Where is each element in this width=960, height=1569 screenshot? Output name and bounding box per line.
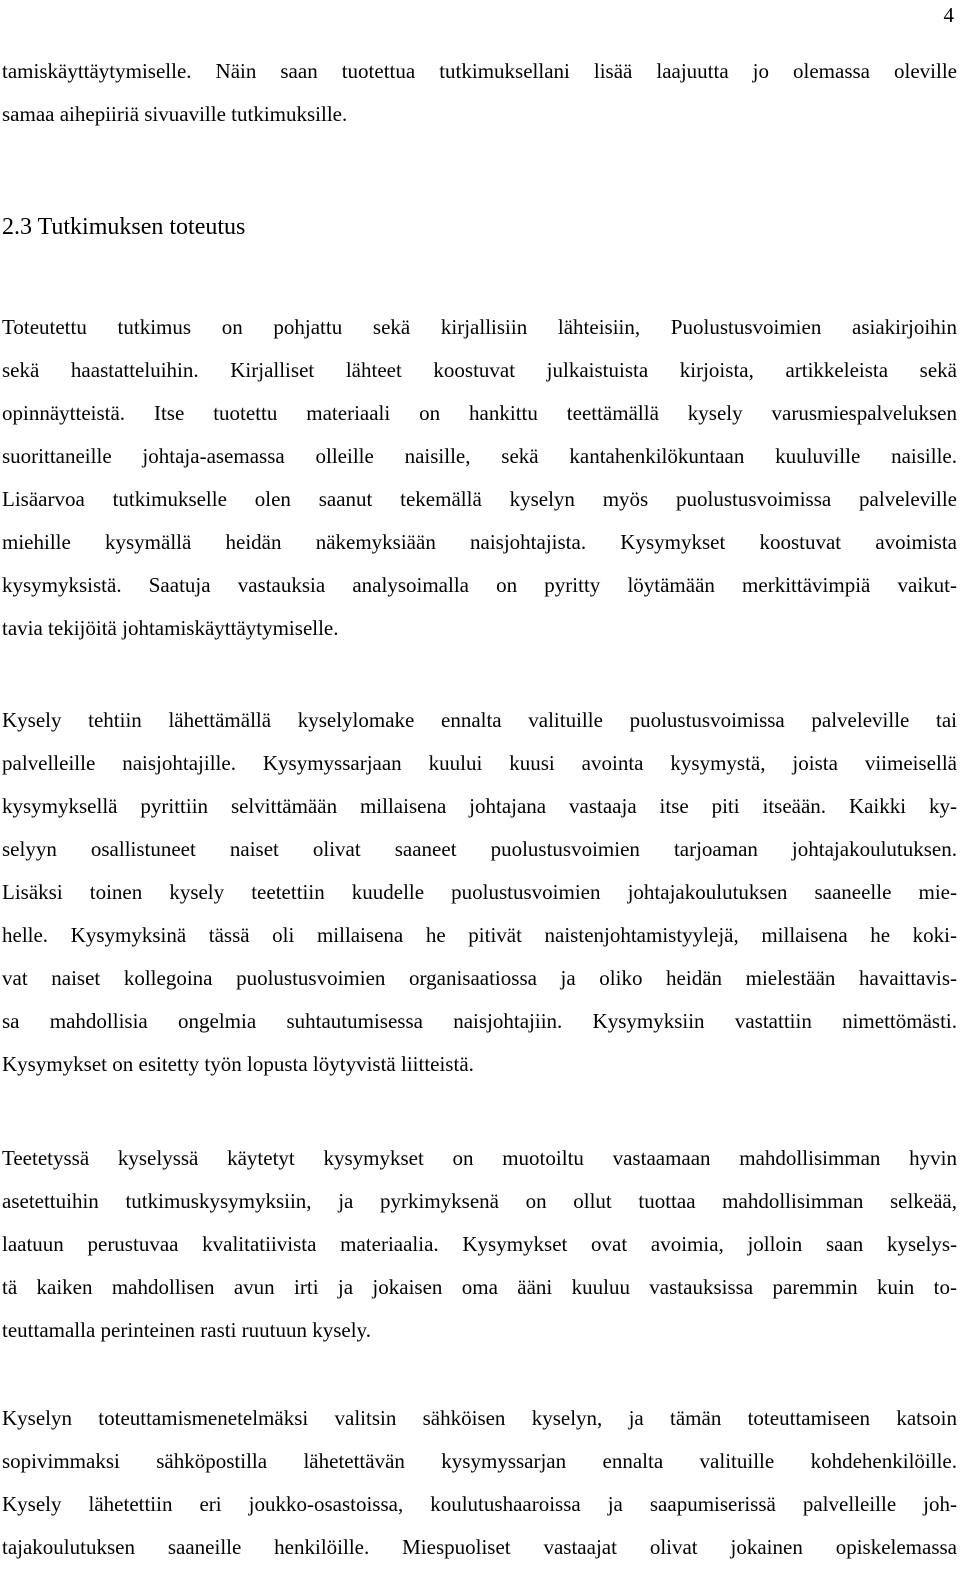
text-line: miehille kysymällä heidän näkemyksiään naisjohtajista. Kysymykset koostuvat avoimista xyxy=(2,530,957,554)
text-line: Toteutettu tutkimus on pohjattu sekä kirjallisiin lähteisiin, Puolustusvoimien asiakirjoihin xyxy=(2,315,957,339)
text-line: palvelleille naisjohtajille. Kysymyssarjaan kuului kuusi avointa kysymystä, joista viimeisellä xyxy=(2,751,957,775)
text-line: samaa aihepiiriä sivuaville tutkimuksille. xyxy=(2,102,348,126)
text-line: teuttamalla perinteinen rasti ruutuun kysely. xyxy=(2,1318,371,1342)
paragraph-intro xyxy=(2,50,957,136)
text-line: Kysely lähetettiin eri joukko-osastoissa, koulutushaaroissa ja saapumiserissä palvelleille joh- xyxy=(2,1492,957,1516)
text-line: asetettuihin tutkimuskysymyksiin, ja pyrkimyksenä on ollut tuottaa mahdollisimman selkeää, xyxy=(2,1189,957,1213)
text-line: helle. Kysymyksinä tässä oli millaisena he pitivät naistenjohtamistyylejä, millaisena he koki- xyxy=(2,923,957,947)
text-line: sopivimmaksi sähköpostilla lähetettävän kysymyssarjan ennalta valituille kohdehenkilöille. xyxy=(2,1449,957,1473)
text-line: tajakoulutuksen saaneille henkilöille. Miespuoliset vastaajat olivat jokainen opiskelemassa xyxy=(2,1535,957,1559)
text-line: laatuun perustuvaa kvalitatiivista materiaalia. Kysymykset ovat avoimia, jolloin saan kyselys- xyxy=(2,1232,957,1256)
text-line: Kysely tehtiin lähettämällä kyselylomake ennalta valituille puolustusvoimissa palveleville tai xyxy=(2,708,957,732)
text-line: tamiskäyttäytymiselle. Näin saan tuotettua tutkimuksellani lisää laajuutta jo olemassa oleville xyxy=(2,59,957,83)
text-line: vat naiset kollegoina puolustusvoimien organisaatiossa ja oliko heidän mielestään havaittavis- xyxy=(2,966,957,990)
text-line: kysymyksistä. Saatuja vastauksia analysoimalla on pyritty löytämään merkittävimpiä vaikut- xyxy=(2,573,957,597)
text-line: Kysymykset on esitetty työn lopusta löytyvistä liitteistä. xyxy=(2,1052,474,1076)
text-line: kysymyksellä pyrittiin selvittämään millaisena johtajana vastaaja itse piti itseään. Kaikki ky- xyxy=(2,794,957,818)
paragraph-survey-design xyxy=(2,1137,957,1352)
text-line: Kyselyn toteuttamismenetelmäksi valitsin sähköisen kyselyn, ja tämän toteuttamiseen katsoin xyxy=(2,1406,957,1430)
text-line: selyyn osallistuneet naiset olivat saaneet puolustusvoimien tarjoaman johtajakoulutuksen. xyxy=(2,837,957,861)
paragraph-research-sources xyxy=(2,306,957,650)
paragraph-survey-delivery xyxy=(2,1397,957,1569)
text-line: opinnäytteistä. Itse tuotettu materiaali on hankittu teettämällä kysely varusmiespalveluksen xyxy=(2,401,957,425)
text-line: suorittaneille johtaja-asemassa olleille naisille, sekä kantahenkilökuntaan kuuluville naisille. xyxy=(2,444,957,468)
text-line: Lisäksi toinen kysely teetettiin kuudelle puolustusvoimien johtajakoulutuksen saaneelle mie- xyxy=(2,880,957,904)
text-line: sekä haastatteluihin. Kirjalliset lähteet koostuvat julkaistuista kirjoista, artikkeleista sekä xyxy=(2,358,957,382)
page-number: 4 xyxy=(943,3,954,27)
paragraph-survey-method xyxy=(2,699,957,1086)
text-line: tä kaiken mahdollisen avun irti ja jokaisen oma ääni kuuluu vastauksissa paremmin kuin to- xyxy=(2,1275,957,1299)
text-line: Lisäarvoa tutkimukselle olen saanut tekemällä kyselyn myös puolustusvoimissa palveleville xyxy=(2,487,957,511)
text-line: sa mahdollisia ongelmia suhtautumisessa naisjohtajiin. Kysymyksiin vastattiin nimettömästi. xyxy=(2,1009,957,1033)
text-line: tavia tekijöitä johtamiskäyttäytymiselle. xyxy=(2,616,339,640)
section-heading: 2.3 Tutkimuksen toteutus xyxy=(2,214,246,240)
text-line: Teetetyssä kyselyssä käytetyt kysymykset on muotoiltu vastaamaan mahdollisimman hyvin xyxy=(2,1146,957,1170)
